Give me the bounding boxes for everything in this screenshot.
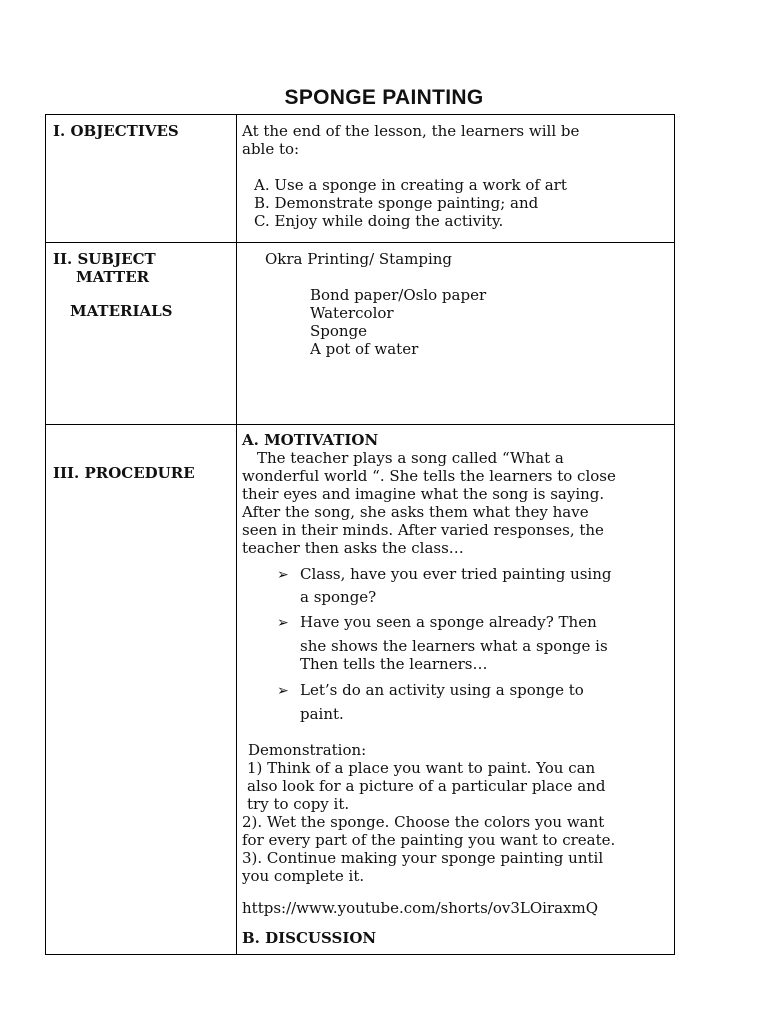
demonstration-line: also look for a picture of a particular place and	[247, 777, 606, 795]
video-link[interactable]: https://www.youtube.com/shorts/ov3LOiraxmQ	[242, 899, 599, 917]
procedure-label: III. PROCEDURE	[53, 464, 195, 482]
subject-topic: Okra Printing/ Stamping	[265, 250, 453, 268]
subject-content-cell	[237, 243, 675, 425]
arrow-bullet-icon: ➢	[277, 567, 289, 583]
lesson-plan-table	[45, 114, 675, 955]
procedure-content-cell	[237, 425, 675, 955]
arrow-bullet-icon: ➢	[277, 683, 289, 699]
arrow-bullet-icon: ➢	[277, 615, 289, 631]
subject-label: II. SUBJECT	[53, 250, 156, 268]
bullet-line: Then tells the learners…	[300, 655, 488, 673]
motivation-line: wonderful world “. She tells the learners to close	[242, 467, 616, 485]
motivation-line: their eyes and imagine what the song is saying.	[242, 485, 605, 503]
motivation-heading: A. MOTIVATION	[242, 431, 379, 449]
bullet-line: paint.	[300, 705, 344, 723]
subject-label: MATTER	[76, 268, 150, 286]
demonstration-line: 2). Wet the sponge. Choose the colors you want	[242, 813, 605, 831]
demonstration-line: try to copy it.	[247, 795, 350, 813]
objectives-label: I. OBJECTIVES	[53, 122, 179, 140]
motivation-line: teacher then asks the class…	[242, 539, 464, 557]
subject-label-cell	[46, 243, 237, 425]
objectives-row	[46, 115, 675, 243]
demonstration-line: you complete it.	[242, 867, 365, 885]
demonstration-line: 1) Think of a place you want to paint. You can	[247, 759, 596, 777]
objectives-intro-line: At the end of the lesson, the learners will be	[242, 122, 580, 140]
material-item: Bond paper/Oslo paper	[310, 286, 487, 304]
motivation-line: seen in their minds. After varied responses, the	[242, 521, 604, 539]
objective-item: C. Enjoy while doing the activity.	[254, 212, 504, 230]
objective-item: A. Use a sponge in creating a work of art	[254, 176, 567, 194]
demonstration-heading: Demonstration:	[248, 741, 367, 759]
material-item: Watercolor	[310, 304, 394, 322]
materials-label: MATERIALS	[70, 302, 173, 320]
discussion-heading: B. DISCUSSION	[242, 929, 377, 947]
subject-matter-row	[46, 243, 675, 425]
demonstration-line: 3). Continue making your sponge painting until	[242, 849, 604, 867]
bullet-line: she shows the learners what a sponge is	[300, 637, 608, 655]
objectives-label-cell	[46, 115, 237, 243]
objective-item: B. Demonstrate sponge painting; and	[254, 194, 539, 212]
bullet-line: Let’s do an activity using a sponge to	[300, 681, 584, 699]
material-item: A pot of water	[310, 340, 419, 358]
demonstration-line: for every part of the painting you want to create.	[242, 831, 616, 849]
objectives-content-cell	[237, 115, 675, 243]
objectives-intro-line: able to:	[242, 140, 300, 158]
material-item: Sponge	[310, 322, 368, 340]
bullet-line: Class, have you ever tried painting using	[300, 565, 612, 583]
bullet-line: Have you seen a sponge already? Then	[300, 613, 597, 631]
procedure-row	[46, 425, 675, 955]
motivation-line: The teacher plays a song called “What a	[257, 449, 564, 467]
motivation-line: After the song, she asks them what they have	[242, 503, 589, 521]
page-title: SPONGE PAINTING	[284, 86, 484, 109]
procedure-label-cell	[46, 425, 237, 955]
bullet-line: a sponge?	[300, 588, 377, 606]
